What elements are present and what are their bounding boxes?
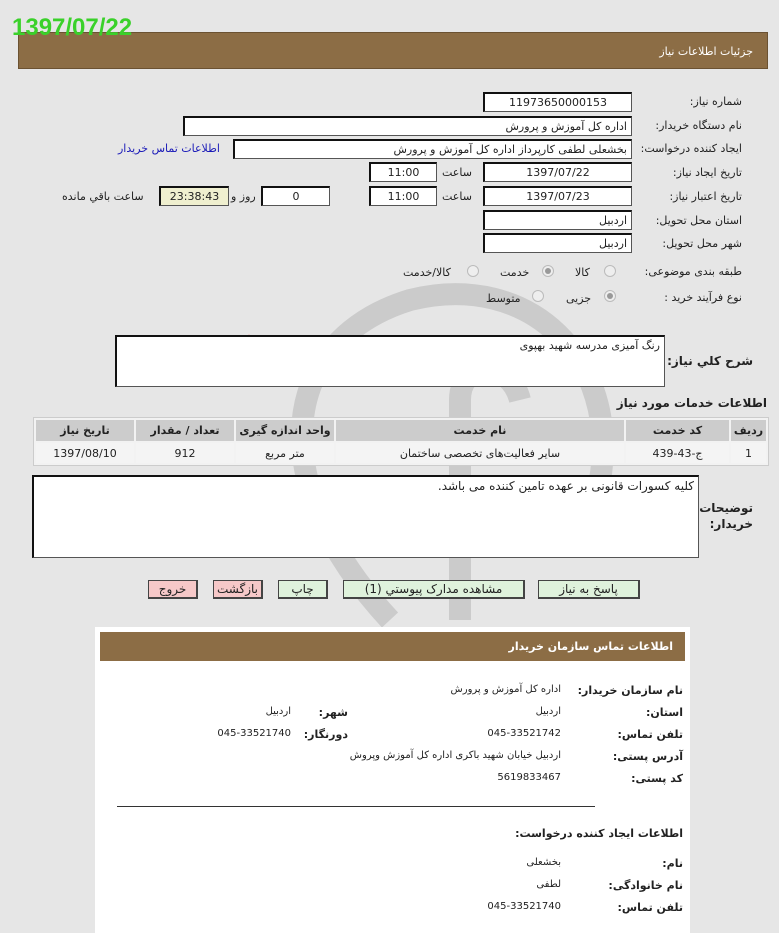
radio-goods-service[interactable] [467, 265, 479, 277]
cell-code: ج-43-439 [626, 443, 729, 463]
need-number-field[interactable]: 11973650000153 [483, 92, 632, 112]
cell-row: 1 [731, 443, 766, 463]
cell-name: سایر فعالیت‌های تخصصی ساختمان [336, 443, 624, 463]
buyer-org-field[interactable]: اداره کل آموزش و پرورش [183, 116, 632, 136]
city-label: شهر محل تحویل: [662, 237, 742, 250]
col-unit: واحد اندازه گیری [236, 420, 334, 441]
org-label: نام سازمان خریدار: [577, 684, 683, 697]
city-field[interactable]: اردبیل [483, 233, 632, 253]
buyer-org-label: نام دستگاه خریدار: [655, 119, 742, 132]
services-title: اطلاعات خدمات مورد نیاز [616, 396, 767, 410]
page-header: جزئیات اطلاعات نیاز [18, 32, 768, 69]
created-time-label: ساعت [442, 166, 472, 179]
province-field[interactable]: اردبیل [483, 210, 632, 230]
creator-field[interactable]: بخشعلی لطفی کارپرداز اداره کل آموزش و پرورش [233, 139, 632, 159]
valid-time-label: ساعت [442, 190, 472, 203]
created-date-field[interactable]: 1397/07/22 [483, 162, 632, 182]
phone-value: 045-33521742 [487, 728, 561, 739]
col-date: تاریخ نیاز [36, 420, 134, 441]
province-contact-label: استان: [646, 706, 683, 719]
notes-field[interactable]: کلیه کسورات قانونی بر عهده تامین کننده می باشد. [32, 475, 699, 558]
exit-button[interactable]: خروج [148, 580, 198, 599]
cell-date: 1397/08/10 [36, 443, 134, 463]
radio-service-label: خدمت [500, 266, 530, 279]
postal-label: کد پستی: [631, 772, 683, 785]
creator-phone-label: تلفن تماس: [617, 901, 683, 914]
address-label: آدرس پستی: [612, 750, 683, 763]
radio-goods-service-label: کالا/خدمت [403, 266, 451, 279]
divider [117, 806, 595, 807]
time-remaining-field: 23:38:43 [159, 186, 229, 206]
created-date-label: تاریخ ایجاد نیاز: [672, 166, 742, 179]
org-value: اداره کل آموزش و پرورش [450, 684, 561, 695]
family-value: لطفی [536, 879, 561, 890]
radio-goods-label: کالا [575, 266, 590, 279]
phone-label: تلفن تماس: [617, 728, 683, 741]
radio-service[interactable] [542, 265, 554, 277]
table-header-row [36, 420, 766, 441]
cell-unit: متر مربع [236, 443, 334, 463]
date-stamp: 1397/07/22 [12, 14, 133, 41]
valid-time-field[interactable]: 11:00 [369, 186, 437, 206]
col-name: نام خدمت [336, 420, 624, 441]
reply-button[interactable]: پاسخ به نیاز [538, 580, 640, 599]
process-label: نوع فرآیند خرید : [664, 291, 742, 304]
creator-phone-value: 045-33521740 [487, 901, 561, 912]
description-field[interactable]: رنگ آمیزی مدرسه شهید بهپوی [115, 335, 665, 387]
city-contact-label: شهر: [318, 706, 348, 719]
days-label: روز و [231, 190, 256, 203]
creator-label: ایجاد کننده درخواست: [640, 142, 742, 155]
radio-medium-label: متوسط [486, 292, 521, 305]
radio-minor-label: جزیی [566, 292, 592, 305]
attachments-button[interactable]: مشاهده مدارک پیوستي (1) [343, 580, 525, 599]
radio-medium[interactable] [532, 290, 544, 302]
radio-minor[interactable] [604, 290, 616, 302]
name-label: نام: [662, 857, 683, 870]
print-button[interactable]: چاپ [278, 580, 328, 599]
notes-label: توضیحات خریدار: [699, 501, 753, 531]
valid-date-label: تاریخ اعتبار نیاز: [669, 190, 742, 203]
province-contact-value: اردبیل [535, 706, 561, 717]
description-label: شرح کلي نياز: [667, 354, 753, 368]
cell-qty: 912 [136, 443, 234, 463]
days-remaining-field[interactable]: 0 [261, 186, 330, 206]
back-button[interactable]: بازگشت [213, 580, 263, 599]
valid-date-field[interactable]: 1397/07/23 [483, 186, 632, 206]
created-time-field[interactable]: 11:00 [369, 162, 437, 182]
fax-value: 045-33521740 [217, 728, 291, 739]
services-table [33, 417, 769, 466]
address-value: اردبیل خیابان شهید باکری اداره کل آموزش وپروش [349, 750, 561, 761]
category-label: طبقه بندی موضوعی: [644, 265, 742, 278]
remaining-label: ساعت باقي مانده [62, 190, 144, 203]
radio-goods[interactable] [604, 265, 616, 277]
col-code: کد خدمت [626, 420, 729, 441]
need-number-label: شماره نیاز: [689, 95, 742, 108]
buyer-contact-link[interactable]: اطلاعات تماس خریدار [118, 142, 220, 155]
contact-panel [95, 627, 690, 933]
family-label: نام خانوادگی: [608, 879, 683, 892]
col-row: ردیف [731, 420, 766, 441]
fax-label: دورنگار: [303, 728, 348, 741]
creator-info-title: اطلاعات ایجاد کننده درخواست: [515, 827, 683, 840]
province-label: استان محل تحویل: [655, 214, 742, 227]
contact-panel-title: اطلاعات تماس سازمان خریدار [100, 632, 685, 661]
postal-value: 5619833467 [497, 772, 561, 783]
name-value: بخشعلی [526, 857, 561, 868]
city-contact-value: اردبیل [265, 706, 291, 717]
table-row [36, 443, 766, 463]
col-qty: تعداد / مقدار [136, 420, 234, 441]
